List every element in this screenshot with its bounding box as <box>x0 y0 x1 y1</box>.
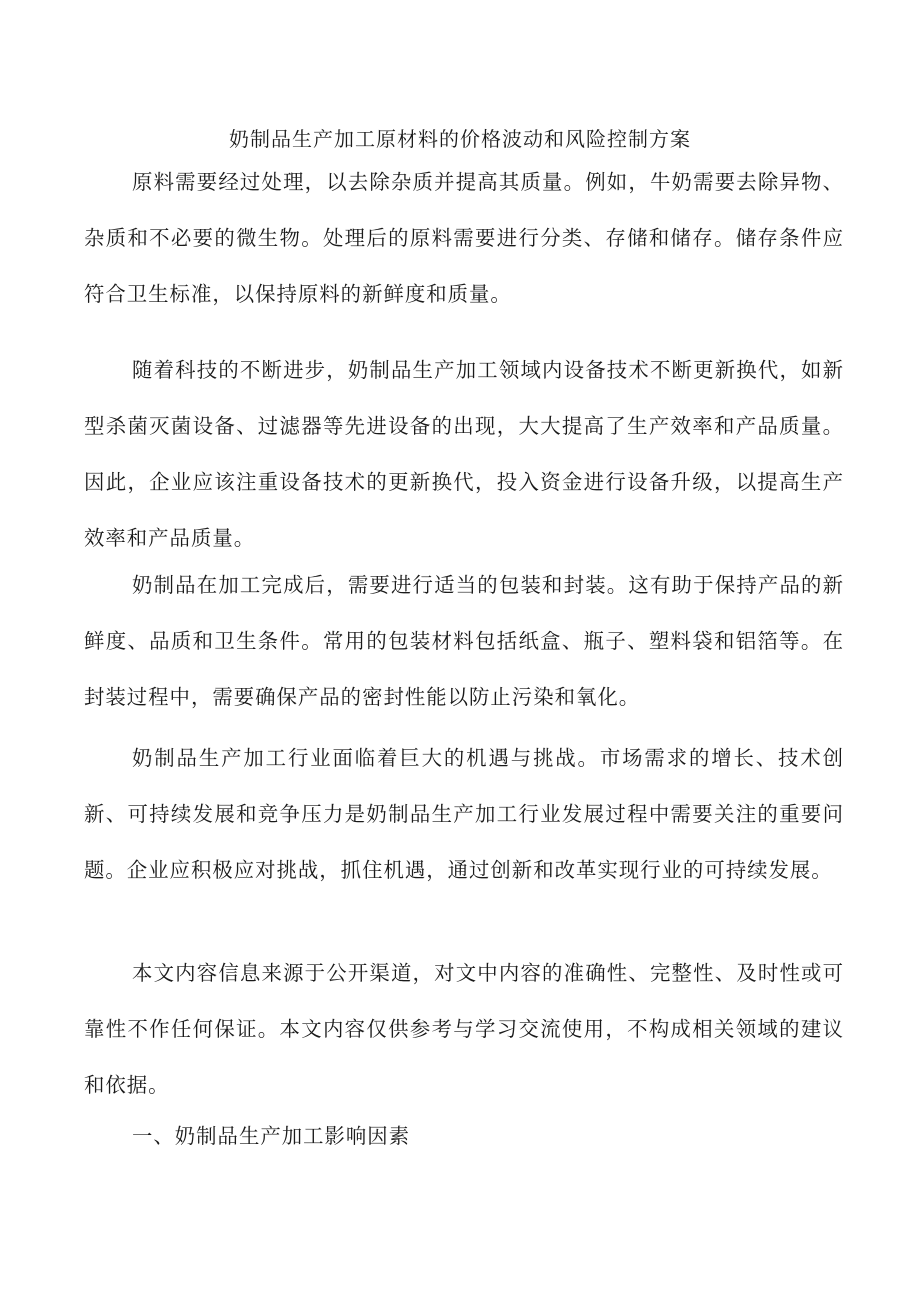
paragraph-equipment-technology: 随着科技的不断进步，奶制品生产加工领域内设备技术不断更新换代，如新型杀菌灭菌设备、过滤器等先进设备的出现，大大提高了生产效率和产品质量。因此，企业应该注重设备技术的更新换代，投入资金进行设备升级，以提高生产效率和产品质量。 <box>84 358 844 550</box>
paragraph-raw-material-processing: 原料需要经过处理，以去除杂质并提高其质量。例如，牛奶需要去除异物、杂质和不必要的微生物。处理后的原料需要进行分类、存储和储存。储存条件应符合卫生标准，以保持原料的新鲜度和质量。 <box>84 170 844 306</box>
document-title: 奶制品生产加工原材料的价格波动和风险控制方案 <box>229 127 691 151</box>
section-heading: 一、奶制品生产加工影响因素 <box>132 1124 411 1148</box>
paragraph-industry-challenges: 奶制品生产加工行业面临着巨大的机遇与挑战。市场需求的增长、技术创新、可持续发展和竞争压力是奶制品生产加工行业发展过程中需要关注的重要问题。企业应积极应对挑战，抓住机遇，通过创新和改革实现行业的可持续发展。 <box>84 746 844 882</box>
paragraph-packaging: 奶制品在加工完成后，需要进行适当的包装和封装。这有助于保持产品的新鲜度、品质和卫生条件。常用的包装材料包括纸盒、瓶子、塑料袋和铝箔等。在封装过程中，需要确保产品的密封性能以防止污染和氧化。 <box>84 573 844 709</box>
paragraph-disclaimer: 本文内容信息来源于公开渠道，对文中内容的准确性、完整性、及时性或可靠性不作任何保证。本文内容仅供参考与学习交流使用，不构成相关领域的建议和依据。 <box>84 961 844 1097</box>
